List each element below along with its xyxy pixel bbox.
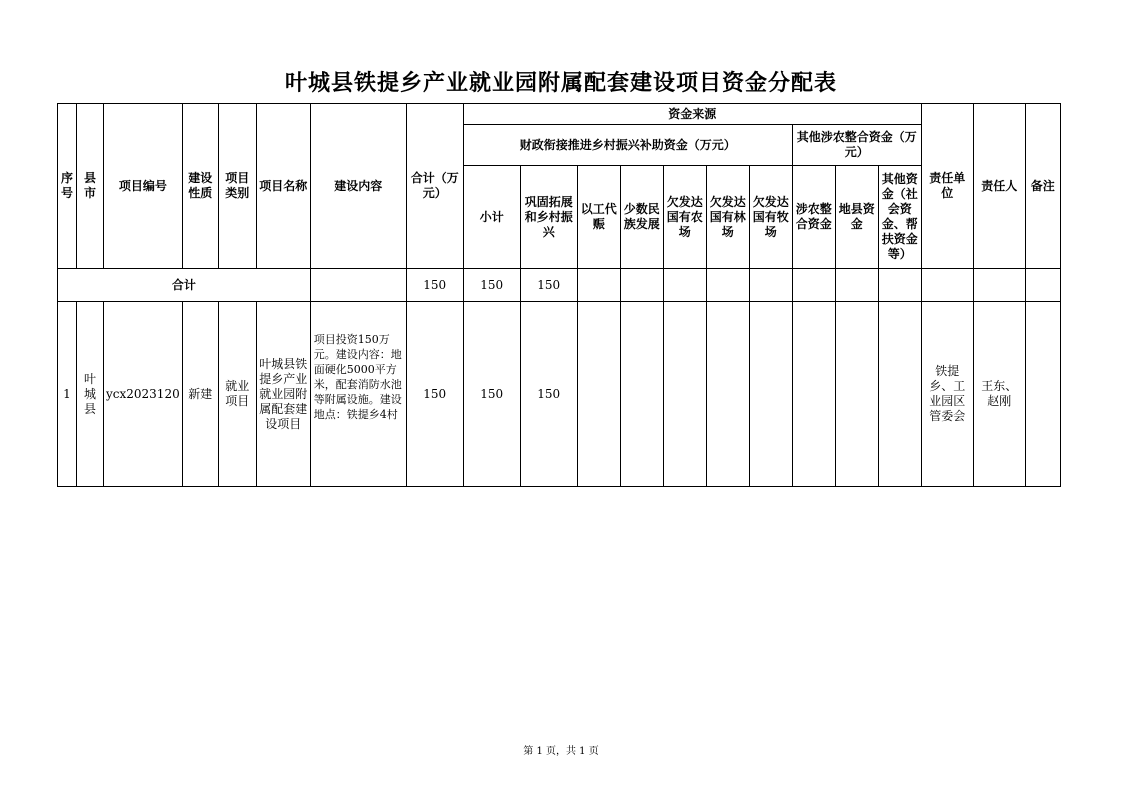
row-agri-integrated: [792, 302, 835, 487]
row-person: 王东、赵刚: [973, 302, 1025, 487]
header-person: 责任人: [973, 104, 1025, 269]
total-consolidate: 150: [520, 269, 577, 302]
row-remark: [1025, 302, 1060, 487]
total-person: [973, 269, 1025, 302]
row-unit: 铁提乡、工业园区管委会: [921, 302, 973, 487]
total-other-funds: [878, 269, 921, 302]
table-row: [58, 302, 1061, 487]
header-pasture: 欠发达国有牧场: [749, 166, 792, 269]
row-subtotal: 150: [463, 302, 520, 487]
total-work-relief: [577, 269, 620, 302]
row-code: ycx2023120: [104, 302, 183, 487]
row-farm: [663, 302, 706, 487]
header-county: 县市: [77, 104, 104, 269]
header-fund-source: 资金来源: [463, 104, 921, 125]
row-total: 150: [406, 302, 463, 487]
total-subtotal: 150: [463, 269, 520, 302]
header-minority: 少数民族发展: [620, 166, 663, 269]
total-unit: [921, 269, 973, 302]
row-local-funds: [835, 302, 878, 487]
header-total: 合计（万元）: [406, 104, 463, 269]
total-farm: [663, 269, 706, 302]
row-work-relief: [577, 302, 620, 487]
row-county: 叶城县: [77, 302, 104, 487]
fund-allocation-table: [57, 103, 1061, 487]
header-row-1: [58, 104, 1061, 125]
row-consolidate: 150: [520, 302, 577, 487]
total-label: 合计: [58, 269, 311, 302]
header-subtotal: 小计: [463, 166, 520, 269]
header-other-group: 其他涉农整合资金（万元）: [792, 125, 921, 166]
row-content: 项目投资150万元。建设内容：地面硬化5000平方米，配套消防水池等附属设施。建设地点：铁提乡4村: [310, 302, 406, 487]
row-nature: 新建: [182, 302, 218, 487]
total-remark: [1025, 269, 1060, 302]
row-minority: [620, 302, 663, 487]
header-unit: 责任单位: [921, 104, 973, 269]
header-farm: 欠发达国有农场: [663, 166, 706, 269]
total-local-funds: [835, 269, 878, 302]
header-content: 建设内容: [310, 104, 406, 269]
header-agri-integrated: 涉农整合资金: [792, 166, 835, 269]
header-nature: 建设性质: [182, 104, 218, 269]
row-seq: 1: [58, 302, 77, 487]
total-forest: [706, 269, 749, 302]
header-name: 项目名称: [256, 104, 310, 269]
total-content-cell: [310, 269, 406, 302]
total-minority: [620, 269, 663, 302]
header-local-funds: 地县资金: [835, 166, 878, 269]
header-consolidate: 巩固拓展和乡村振兴: [520, 166, 577, 269]
total-amount: 150: [406, 269, 463, 302]
total-agri-integrated: [792, 269, 835, 302]
header-remark: 备注: [1025, 104, 1060, 269]
row-forest: [706, 302, 749, 487]
page-title: 叶城县铁提乡产业就业园附属配套建设项目资金分配表: [284, 71, 837, 96]
page-footer: 第 1 页，共 1 页: [523, 746, 599, 757]
row-other-funds: [878, 302, 921, 487]
row-pasture: [749, 302, 792, 487]
total-pasture: [749, 269, 792, 302]
row-name: 叶城县铁提乡产业就业园附属配套建设项目: [256, 302, 310, 487]
total-row: [58, 269, 1061, 302]
header-seq: 序号: [58, 104, 77, 269]
row-category: 就业项目: [218, 302, 256, 487]
header-fiscal-group: 财政衔接推进乡村振兴补助资金（万元）: [463, 125, 792, 166]
header-code: 项目编号: [104, 104, 183, 269]
header-work-relief: 以工代赈: [577, 166, 620, 269]
header-category: 项目类别: [218, 104, 256, 269]
header-other-funds: 其他资金（社会资金、帮扶资金等）: [878, 166, 921, 269]
header-forest: 欠发达国有林场: [706, 166, 749, 269]
